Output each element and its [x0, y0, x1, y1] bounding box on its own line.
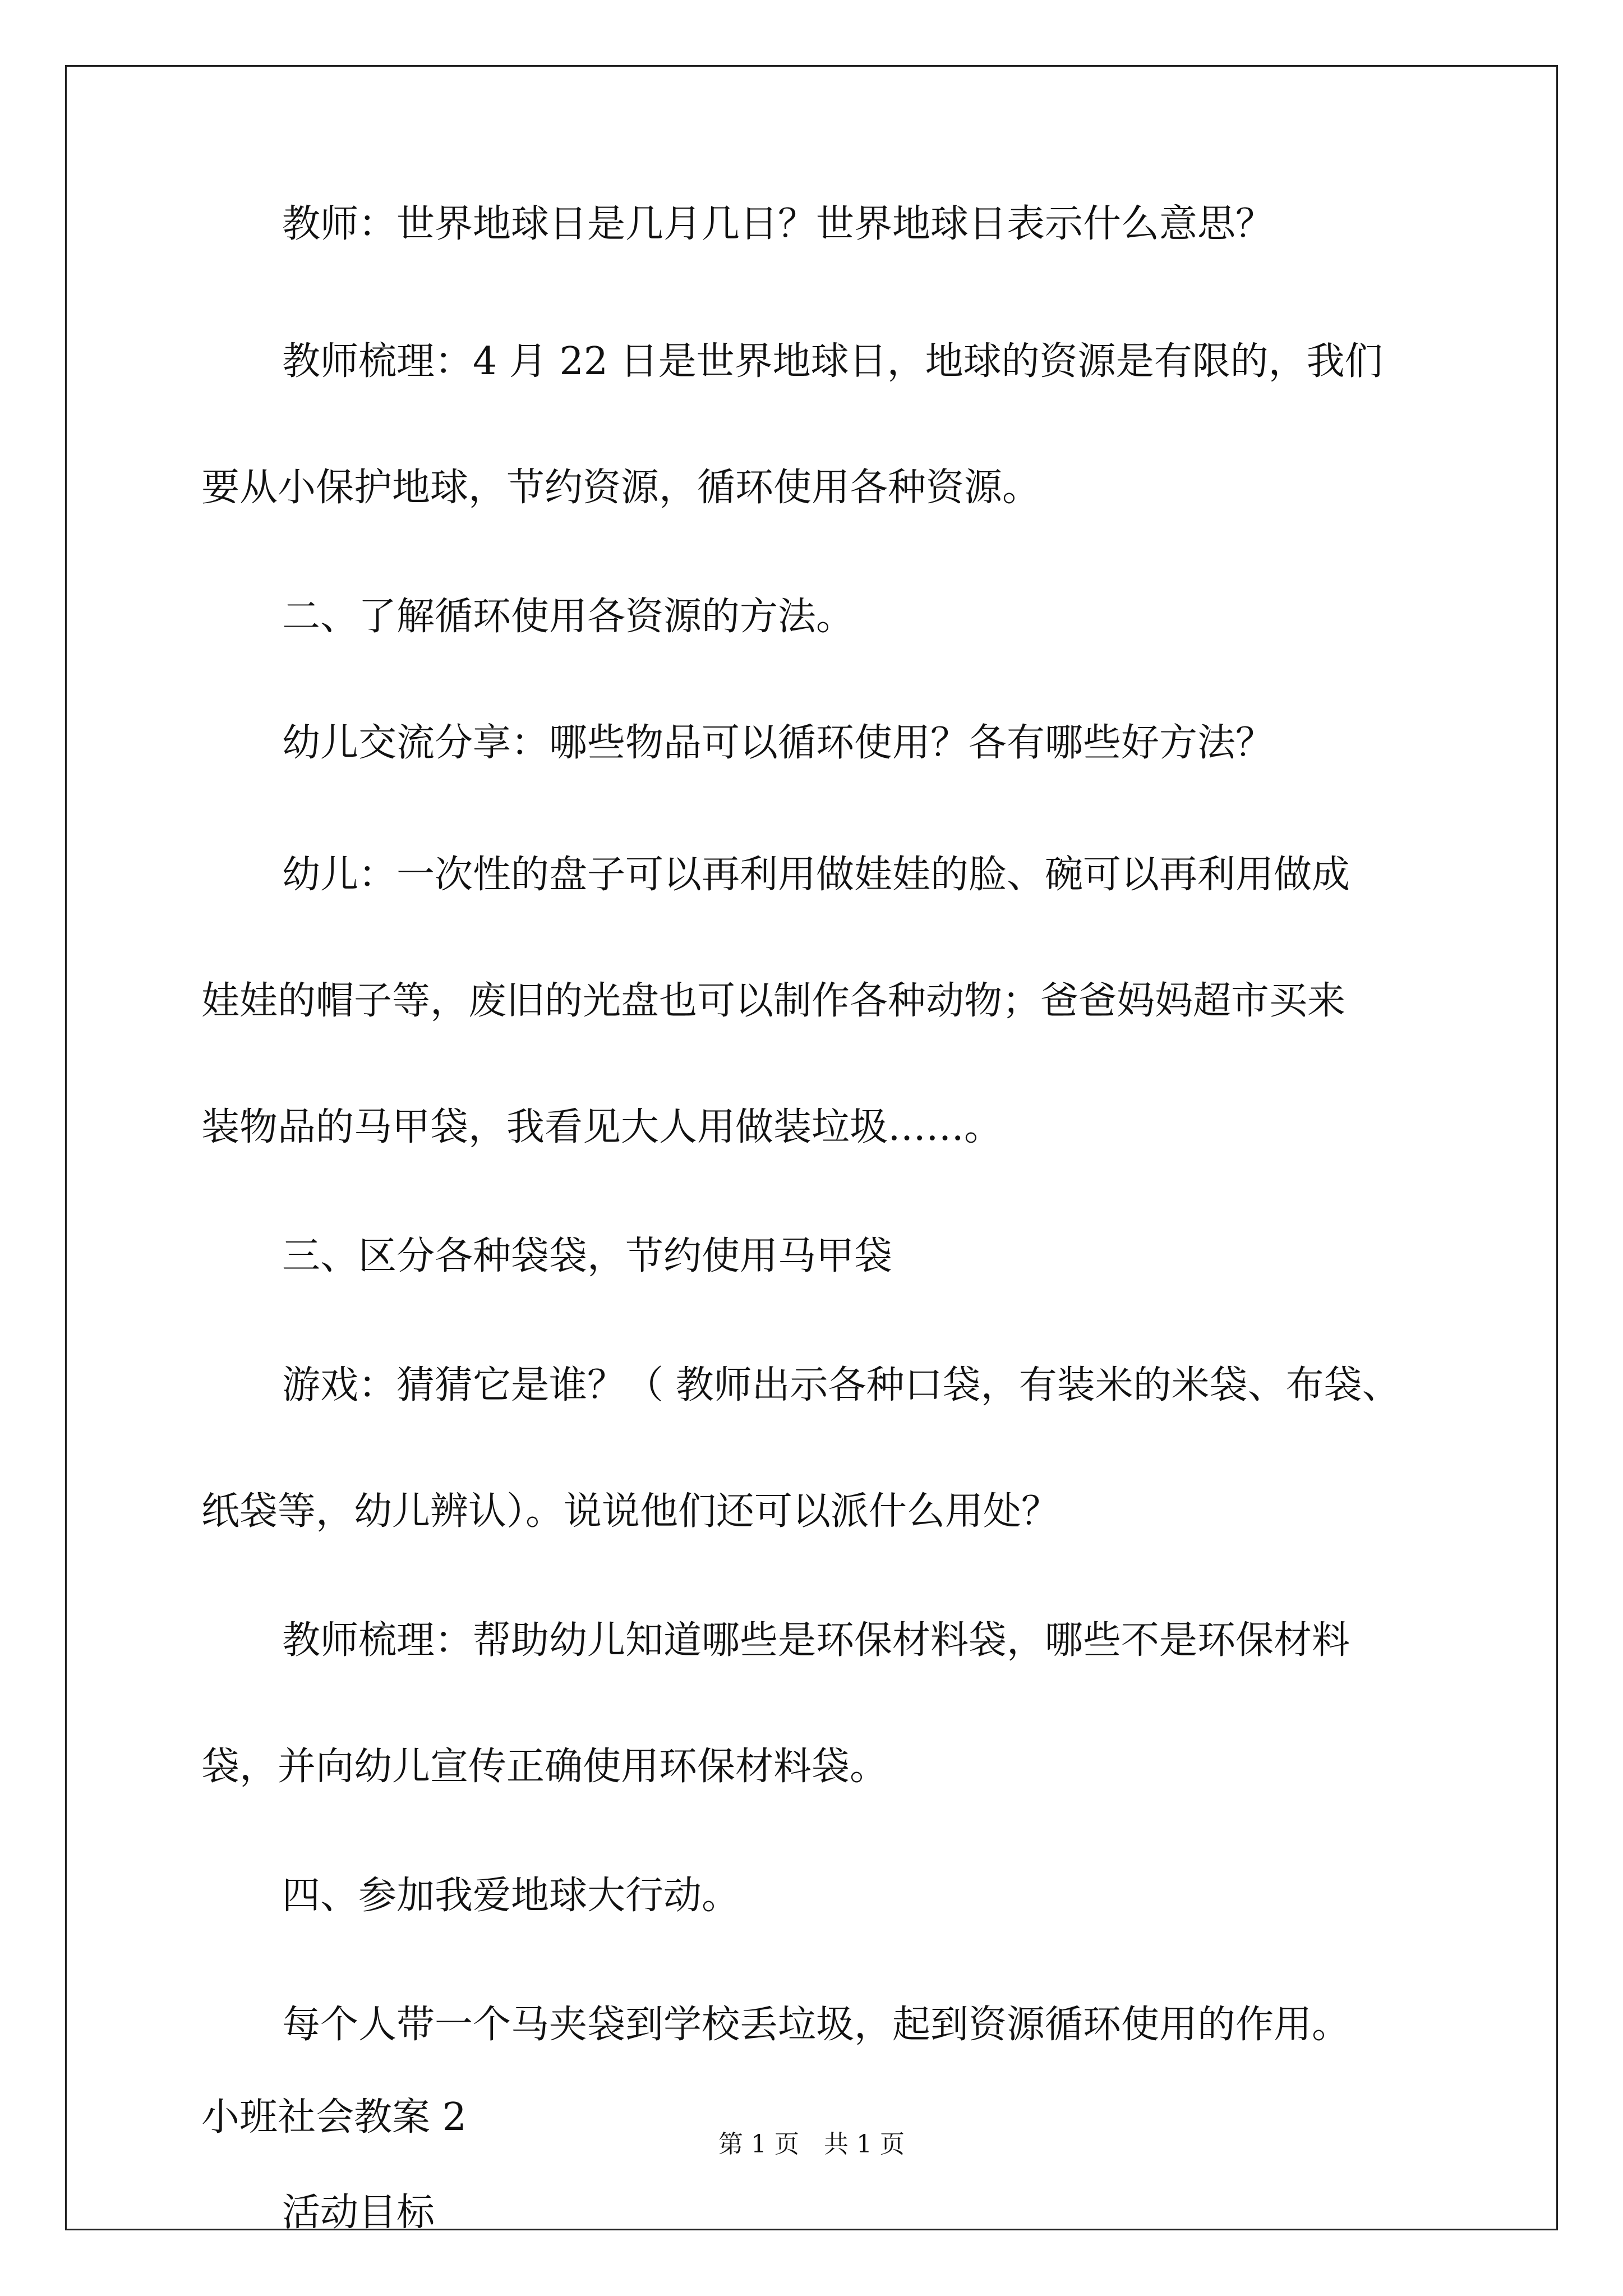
document-title: 小班社会教案 2 — [201, 2095, 467, 2139]
text-line: 幼儿交流分享：哪些物品可以循环使用？各有哪些好方法？ — [282, 721, 1274, 765]
text-line: 娃娃的帽子等，废旧的光盘也可以制作各种动物；爸爸妈妈超市买来 — [201, 979, 1346, 1023]
text-line: 要从小保护地球，节约资源，循环使用各种资源。 — [201, 466, 1041, 510]
page-footer: 第 1 页 共 1 页 — [718, 2130, 905, 2159]
text-line: 装物品的马甲袋，我看见大人用做装垃圾……。 — [201, 1105, 1003, 1149]
text-line: 纸袋等，幼儿辨认）。说说他们还可以派什么用处？ — [201, 1489, 1060, 1534]
text-line: 教师梳理：4 月 22 日是世界地球日，地球的资源是有限的，我们 — [282, 339, 1383, 384]
text-line: 游戏：猜猜它是谁？（ 教师出示各种口袋，有装米的米袋、布袋、 — [282, 1363, 1400, 1407]
text-line: 教师：世界地球日是几月几日？世界地球日表示什么意思？ — [282, 202, 1274, 246]
section-heading: 四、参加我爱地球大行动。 — [282, 1874, 740, 1918]
text-line: 袋，并向幼儿宣传正确使用环保材料袋。 — [201, 1745, 888, 1789]
text-line: 教师梳理：帮助幼儿知道哪些是环保材料袋，哪些不是环保材料 — [282, 1618, 1350, 1663]
text-line: 幼儿：一次性的盘子可以再利用做娃娃的脸、碗可以再利用做成 — [282, 853, 1350, 897]
text-line: 每个人带一个马夹袋到学校丢垃圾，起到资源循环使用的作用。 — [282, 2003, 1350, 2047]
section-heading: 三、区分各种袋袋，节约使用马甲袋 — [282, 1234, 893, 1278]
section-heading: 活动目标 — [282, 2191, 435, 2235]
section-heading: 二、了解循环使用各资源的方法。 — [282, 595, 855, 639]
